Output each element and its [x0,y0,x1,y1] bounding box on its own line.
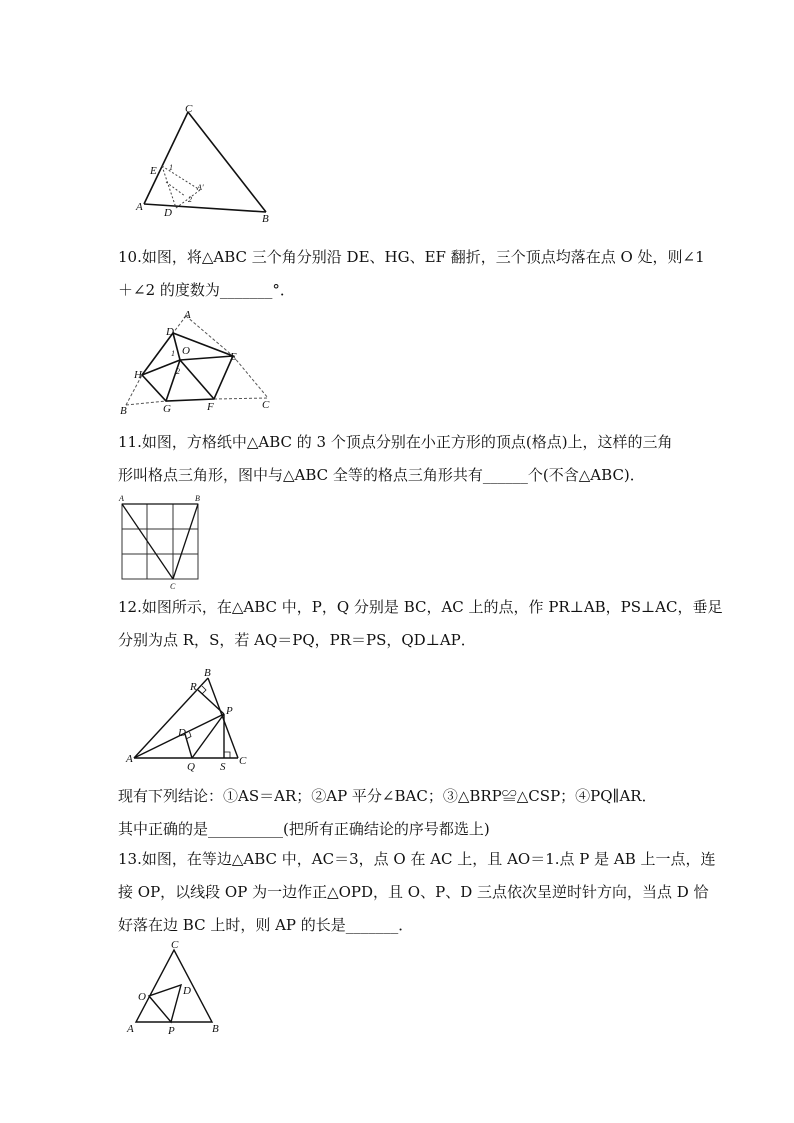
q10-line-2: ＋∠2 的度数为_______°． [118,281,295,299]
label-A: A [184,309,191,321]
label-C: C [171,939,179,951]
figure-q11-svg [116,492,206,590]
q13-line-2: 接 OP，以线段 OP 为一边作正△OPD，且 O、P、D 三点依次呈逆时针方向，当点 D 恰 [118,883,709,901]
label-angle-2: 2 [176,367,180,376]
figure-q12-svg [124,664,259,776]
label-P: P [168,1025,175,1037]
label-P: P [226,705,233,717]
segment-PQ [192,714,224,758]
q11-line-1: 11.如图，方格纸中△ABC 的 3 个顶点分别在小正方形的顶点(格点)上，这样的三角 [118,433,673,451]
label-A: A [136,201,143,213]
label-O: O [182,345,190,357]
segment-CB [188,112,266,212]
q12-conclusions: 现有下列结论：①AS＝AR；②AP 平分∠BAC；③△BRP≌△CSP；④PQ∥AR． [118,787,657,805]
label-D: D [164,207,172,219]
q12-line-2: 分别为点 R，S，若 AQ＝PQ，PR＝PS，QD⊥AP． [118,631,476,649]
label-B: B [212,1023,219,1035]
label-B: B [195,494,200,503]
label-B: B [262,213,269,225]
label-B: B [204,667,211,679]
figure-q11 [116,492,206,590]
right-angle-R [202,686,206,694]
question-13 [118,843,718,942]
label-D: D [183,985,191,997]
segment-CA [144,112,188,204]
label-E: E [230,351,237,363]
label-D: D [178,727,186,739]
label-F: F [207,401,214,413]
label-angle-2: 2 [188,195,192,204]
q12-answer-line: 其中正确的是__________(把所有正确结论的序号都选上) [118,820,490,838]
label-angle-1: 1 [171,349,175,358]
figure-q12 [124,664,259,776]
dash-BG [126,401,166,405]
question-10 [118,241,718,307]
q11-line-2: 形叫格点三角形，图中与△ABC 全等的格点三角形共有______个(不含△ABC)． [118,466,645,484]
label-S: S [220,761,226,773]
label-D: D [166,326,174,338]
fold-line-DE [162,166,176,208]
segment-BC [208,678,238,758]
grid-border [122,504,198,579]
figure-q10 [118,308,278,418]
fold-aux [166,182,185,196]
label-O: O [138,991,146,1003]
figure-q13 [124,938,234,1038]
label-A: A [119,494,124,503]
label-H: H [134,369,142,381]
label-G: G [163,403,171,415]
label-C: C [185,103,193,115]
segment-AB [134,678,208,758]
label-A: A [127,1023,134,1035]
label-C: C [239,755,247,767]
label-E: E [150,165,157,177]
question-12 [118,591,723,657]
question-11 [118,426,718,492]
q12-line-1: 12.如图所示，在△ABC 中，P，Q 分别是 BC，AC 上的点，作 PR⊥AB，PS⊥AC，垂足 [118,598,723,616]
dash-AE [186,316,233,356]
folded-hexagon [142,333,233,401]
label-C: C [170,582,176,591]
label-angle-1: 1 [169,163,173,172]
label-R: R [190,681,197,693]
question-12-conclusions [118,780,718,846]
segment-BC [173,504,198,579]
label-C: C [262,399,270,411]
q13-line-3: 好落在边 BC 上时，则 AP 的长是_______． [118,916,414,934]
q10-line-1: 10.如图，将△ABC 三个角分别沿 DE、HG、EF 翻折，三个顶点均落在点 O 处，则∠1 [118,248,705,266]
figure-q10-svg [118,308,278,418]
triangle-OPD [149,985,181,1022]
label-A-prime: A′ [197,183,204,192]
q13-line-1: 13.如图，在等边△ABC 中，AC＝3，点 O 在 AC 上，且 AO＝1.点 P 是 AB 上一点，连 [118,850,716,868]
dash-EC [233,356,268,398]
figure-q9-svg [130,100,280,230]
right-angle-S [224,752,230,758]
figure-q9 [130,100,280,230]
label-B: B [120,405,127,417]
segment-EA-prime [162,166,200,190]
segment-AB [144,204,266,212]
figure-q13-svg [124,938,234,1038]
dash-FC [214,398,268,399]
label-Q: Q [187,761,195,773]
label-A: A [126,753,133,765]
segment-OF [180,360,214,399]
